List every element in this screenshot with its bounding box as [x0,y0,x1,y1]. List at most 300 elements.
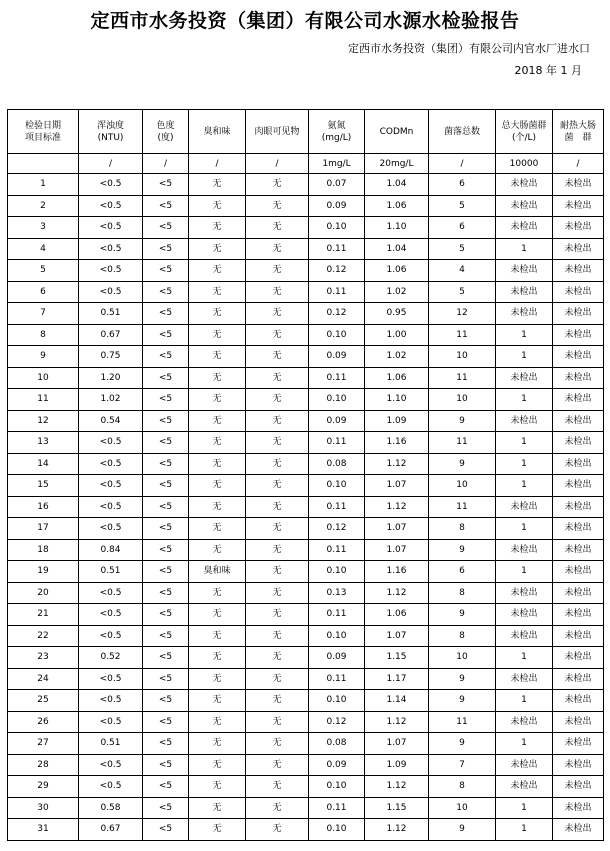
cell-visible-matter: 无 [246,754,309,776]
cell-day: 3 [8,217,79,239]
table-row [8,367,604,389]
cell-thermotolerant-coliform: 未检出 [553,324,604,346]
cell-total-coliform: 未检出 [496,260,553,282]
cell-day: 31 [8,819,79,841]
cell-codmn: 1.07 [365,733,429,755]
cell-color: <5 [143,281,189,303]
cell-codmn: 0.95 [365,303,429,325]
cell-thermotolerant-coliform: 未检出 [553,711,604,733]
cell-day: 17 [8,518,79,540]
cell-visible-matter: 无 [246,496,309,518]
cell-codmn: 1.12 [365,711,429,733]
cell-turbidity: 0.58 [79,797,143,819]
cell-colony-count: 8 [429,582,496,604]
cell-color: <5 [143,174,189,196]
cell-odor: 无 [189,604,246,626]
cell-colony-count: 8 [429,776,496,798]
cell-turbidity: <0.5 [79,625,143,647]
cell-odor: 无 [189,281,246,303]
cell-colony-count: 6 [429,561,496,583]
cell-ammonia: 0.11 [309,496,365,518]
cell-visible-matter: 无 [246,174,309,196]
cell-visible-matter: 无 [246,346,309,368]
cell-turbidity: 0.51 [79,561,143,583]
cell-thermotolerant-coliform: 未检出 [553,647,604,669]
cell-ammonia: 0.12 [309,260,365,282]
cell-odor: 无 [189,346,246,368]
cell-thermotolerant-coliform: 未检出 [553,389,604,411]
cell-thermotolerant-coliform: 未检出 [553,754,604,776]
standards-row [8,154,604,174]
cell-codmn: 1.04 [365,174,429,196]
cell-turbidity: <0.5 [79,518,143,540]
cell-color: <5 [143,776,189,798]
cell-day: 8 [8,324,79,346]
cell-odor: 无 [189,647,246,669]
cell-odor: 无 [189,625,246,647]
cell-color: <5 [143,647,189,669]
cell-colony-count: 5 [429,238,496,260]
cell-visible-matter: 无 [246,367,309,389]
cell-odor: 无 [189,475,246,497]
cell-colony-count: 9 [429,604,496,626]
cell-color: <5 [143,754,189,776]
cell-colony-count: 9 [429,819,496,841]
cell-total-coliform: 未检出 [496,174,553,196]
cell-visible-matter: 无 [246,281,309,303]
cell-day: 24 [8,668,79,690]
cell-odor: 无 [189,819,246,841]
standard-cell: / [246,154,309,174]
cell-visible-matter: 无 [246,647,309,669]
cell-thermotolerant-coliform: 未检出 [553,819,604,841]
cell-odor: 无 [189,797,246,819]
report-title: 定西市水务投资（集团）有限公司水源水检验报告 [90,10,520,32]
cell-turbidity: <0.5 [79,690,143,712]
cell-day: 4 [8,238,79,260]
standard-cell: / [553,154,604,174]
cell-visible-matter: 无 [246,475,309,497]
cell-colony-count: 11 [429,432,496,454]
cell-odor: 无 [189,389,246,411]
cell-codmn: 1.07 [365,518,429,540]
cell-odor: 无 [189,195,246,217]
cell-codmn: 1.06 [365,260,429,282]
cell-turbidity: <0.5 [79,260,143,282]
cell-ammonia: 0.11 [309,432,365,454]
cell-codmn: 1.09 [365,754,429,776]
cell-colony-count: 10 [429,389,496,411]
cell-visible-matter: 无 [246,432,309,454]
cell-turbidity: 0.51 [79,733,143,755]
cell-visible-matter: 无 [246,389,309,411]
cell-total-coliform: 1 [496,797,553,819]
cell-thermotolerant-coliform: 未检出 [553,303,604,325]
cell-codmn: 1.06 [365,604,429,626]
cell-codmn: 1.02 [365,346,429,368]
cell-thermotolerant-coliform: 未检出 [553,518,604,540]
cell-visible-matter: 无 [246,518,309,540]
table-row [8,754,604,776]
cell-color: <5 [143,797,189,819]
cell-color: <5 [143,625,189,647]
table-row [8,518,604,540]
cell-codmn: 1.09 [365,410,429,432]
table-row [8,496,604,518]
cell-colony-count: 6 [429,217,496,239]
cell-odor: 无 [189,711,246,733]
table-row [8,797,604,819]
cell-ammonia: 0.10 [309,690,365,712]
cell-day: 18 [8,539,79,561]
cell-thermotolerant-coliform: 未检出 [553,453,604,475]
standard-cell: / [143,154,189,174]
cell-thermotolerant-coliform: 未检出 [553,195,604,217]
cell-turbidity: <0.5 [79,432,143,454]
cell-color: <5 [143,217,189,239]
cell-day: 30 [8,797,79,819]
cell-odor: 无 [189,174,246,196]
report-subtitle: 定西市水务投资（集团）有限公司内官水厂进水口 [348,42,590,55]
cell-total-coliform: 未检出 [496,410,553,432]
cell-thermotolerant-coliform: 未检出 [553,776,604,798]
cell-ammonia: 0.10 [309,776,365,798]
cell-thermotolerant-coliform: 未检出 [553,561,604,583]
cell-total-coliform: 1 [496,518,553,540]
cell-turbidity: <0.5 [79,604,143,626]
cell-codmn: 1.07 [365,475,429,497]
table-row [8,690,604,712]
cell-total-coliform: 1 [496,733,553,755]
report-date: 2018 年 1 月 [514,64,582,77]
cell-color: <5 [143,453,189,475]
cell-codmn: 1.15 [365,647,429,669]
cell-colony-count: 9 [429,668,496,690]
cell-codmn: 1.06 [365,367,429,389]
cell-odor: 无 [189,776,246,798]
cell-codmn: 1.16 [365,561,429,583]
cell-colony-count: 9 [429,410,496,432]
cell-odor: 无 [189,238,246,260]
cell-color: <5 [143,711,189,733]
cell-color: <5 [143,410,189,432]
cell-colony-count: 7 [429,754,496,776]
cell-colony-count: 9 [429,453,496,475]
cell-turbidity: <0.5 [79,217,143,239]
table-row [8,733,604,755]
cell-color: <5 [143,733,189,755]
table-row [8,539,604,561]
cell-colony-count: 8 [429,518,496,540]
cell-color: <5 [143,518,189,540]
cell-ammonia: 0.13 [309,582,365,604]
cell-total-coliform: 未检出 [496,604,553,626]
cell-total-coliform: 未检出 [496,367,553,389]
cell-ammonia: 0.11 [309,604,365,626]
cell-color: <5 [143,496,189,518]
cell-turbidity: <0.5 [79,776,143,798]
cell-turbidity: <0.5 [79,475,143,497]
cell-thermotolerant-coliform: 未检出 [553,625,604,647]
cell-color: <5 [143,819,189,841]
cell-thermotolerant-coliform: 未检出 [553,217,604,239]
standard-cell: 10000 [496,154,553,174]
cell-visible-matter: 无 [246,195,309,217]
cell-ammonia: 0.11 [309,539,365,561]
cell-colony-count: 5 [429,195,496,217]
table-row [8,260,604,282]
table-row [8,174,604,196]
cell-thermotolerant-coliform: 未检出 [553,797,604,819]
cell-codmn: 1.10 [365,389,429,411]
table-row [8,346,604,368]
cell-color: <5 [143,238,189,260]
cell-odor: 无 [189,303,246,325]
cell-total-coliform: 1 [496,324,553,346]
cell-thermotolerant-coliform: 未检出 [553,582,604,604]
cell-odor: 无 [189,453,246,475]
cell-codmn: 1.12 [365,496,429,518]
cell-total-coliform: 未检出 [496,195,553,217]
cell-total-coliform: 未检出 [496,754,553,776]
cell-visible-matter: 无 [246,668,309,690]
cell-day: 28 [8,754,79,776]
cell-turbidity: 1.02 [79,389,143,411]
cell-turbidity: <0.5 [79,582,143,604]
cell-codmn: 1.06 [365,195,429,217]
cell-day: 20 [8,582,79,604]
cell-total-coliform: 未检出 [496,711,553,733]
cell-ammonia: 0.08 [309,453,365,475]
cell-colony-count: 6 [429,174,496,196]
cell-ammonia: 0.12 [309,518,365,540]
standard-cell: / [79,154,143,174]
cell-colony-count: 8 [429,625,496,647]
cell-codmn: 1.17 [365,668,429,690]
cell-color: <5 [143,668,189,690]
cell-colony-count: 10 [429,475,496,497]
cell-codmn: 1.07 [365,539,429,561]
cell-turbidity: 0.54 [79,410,143,432]
cell-color: <5 [143,303,189,325]
cell-colony-count: 11 [429,367,496,389]
cell-thermotolerant-coliform: 未检出 [553,432,604,454]
table-row [8,238,604,260]
cell-thermotolerant-coliform: 未检出 [553,260,604,282]
cell-codmn: 1.02 [365,281,429,303]
cell-ammonia: 0.09 [309,410,365,432]
cell-odor: 无 [189,367,246,389]
table-row [8,389,604,411]
table-row [8,668,604,690]
cell-ammonia: 0.09 [309,195,365,217]
table-body [8,174,604,841]
table-row [8,303,604,325]
cell-ammonia: 0.12 [309,303,365,325]
cell-thermotolerant-coliform: 未检出 [553,238,604,260]
cell-visible-matter: 无 [246,819,309,841]
cell-odor: 无 [189,668,246,690]
cell-thermotolerant-coliform: 未检出 [553,281,604,303]
cell-color: <5 [143,475,189,497]
cell-visible-matter: 无 [246,303,309,325]
cell-turbidity: 1.20 [79,367,143,389]
standard-cell: / [189,154,246,174]
cell-odor: 无 [189,260,246,282]
cell-ammonia: 0.10 [309,389,365,411]
cell-day: 22 [8,625,79,647]
table-row [8,711,604,733]
header-thermotolerant-coliform: 耐热大肠 菌 群 [553,110,604,154]
header-date-standard: 检验日期 项目标准 [8,110,79,154]
header-row [8,110,604,154]
cell-total-coliform: 1 [496,819,553,841]
cell-visible-matter: 无 [246,690,309,712]
cell-odor: 无 [189,217,246,239]
header-colony-count: 菌落总数 [429,110,496,154]
cell-turbidity: <0.5 [79,496,143,518]
cell-visible-matter: 无 [246,238,309,260]
cell-day: 5 [8,260,79,282]
cell-color: <5 [143,346,189,368]
cell-total-coliform: 未检出 [496,539,553,561]
cell-day: 21 [8,604,79,626]
cell-ammonia: 0.10 [309,819,365,841]
table-row [8,324,604,346]
cell-visible-matter: 无 [246,625,309,647]
cell-total-coliform: 1 [496,389,553,411]
cell-color: <5 [143,260,189,282]
cell-colony-count: 10 [429,797,496,819]
cell-ammonia: 0.10 [309,217,365,239]
cell-color: <5 [143,582,189,604]
cell-visible-matter: 无 [246,217,309,239]
cell-thermotolerant-coliform: 未检出 [553,174,604,196]
table-row [8,561,604,583]
cell-odor: 无 [189,518,246,540]
header-total-coliform: 总大肠菌群 (个/L) [496,110,553,154]
cell-total-coliform: 未检出 [496,582,553,604]
cell-day: 9 [8,346,79,368]
cell-odor: 无 [189,754,246,776]
cell-colony-count: 11 [429,711,496,733]
cell-ammonia: 0.07 [309,174,365,196]
cell-day: 6 [8,281,79,303]
table-row [8,475,604,497]
cell-visible-matter: 无 [246,797,309,819]
cell-total-coliform: 未检出 [496,281,553,303]
cell-ammonia: 0.11 [309,238,365,260]
cell-odor: 无 [189,582,246,604]
cell-thermotolerant-coliform: 未检出 [553,346,604,368]
cell-day: 27 [8,733,79,755]
cell-color: <5 [143,604,189,626]
header-ammonia: 氨氮 (mg/L) [309,110,365,154]
cell-day: 15 [8,475,79,497]
cell-colony-count: 9 [429,539,496,561]
cell-thermotolerant-coliform: 未检出 [553,539,604,561]
cell-ammonia: 0.09 [309,754,365,776]
cell-turbidity: 0.75 [79,346,143,368]
cell-total-coliform: 未检出 [496,625,553,647]
cell-colony-count: 9 [429,733,496,755]
cell-codmn: 1.12 [365,453,429,475]
cell-odor: 无 [189,496,246,518]
cell-odor: 无 [189,410,246,432]
cell-visible-matter: 无 [246,561,309,583]
cell-turbidity: <0.5 [79,174,143,196]
cell-turbidity: <0.5 [79,711,143,733]
cell-day: 26 [8,711,79,733]
table-row [8,195,604,217]
cell-visible-matter: 无 [246,260,309,282]
cell-codmn: 1.12 [365,582,429,604]
cell-day: 19 [8,561,79,583]
cell-codmn: 1.12 [365,819,429,841]
cell-visible-matter: 无 [246,711,309,733]
cell-codmn: 1.14 [365,690,429,712]
cell-total-coliform: 1 [496,453,553,475]
cell-visible-matter: 无 [246,776,309,798]
cell-thermotolerant-coliform: 未检出 [553,475,604,497]
cell-ammonia: 0.11 [309,367,365,389]
cell-odor: 臭和味 [189,561,246,583]
cell-ammonia: 0.11 [309,797,365,819]
table-row [8,217,604,239]
cell-total-coliform: 未检出 [496,303,553,325]
cell-codmn: 1.15 [365,797,429,819]
table-row [8,647,604,669]
cell-thermotolerant-coliform: 未检出 [553,604,604,626]
cell-color: <5 [143,690,189,712]
cell-day: 10 [8,367,79,389]
cell-visible-matter: 无 [246,604,309,626]
table-row [8,281,604,303]
cell-codmn: 1.00 [365,324,429,346]
cell-total-coliform: 未检出 [496,217,553,239]
cell-colony-count: 10 [429,346,496,368]
cell-visible-matter: 无 [246,324,309,346]
cell-thermotolerant-coliform: 未检出 [553,410,604,432]
cell-day: 7 [8,303,79,325]
cell-odor: 无 [189,324,246,346]
cell-odor: 无 [189,733,246,755]
header-visible-matter: 肉眼可见物 [246,110,309,154]
cell-turbidity: <0.5 [79,195,143,217]
cell-color: <5 [143,367,189,389]
cell-turbidity: <0.5 [79,281,143,303]
standard-cell: 20mg/L [365,154,429,174]
cell-total-coliform: 未检出 [496,776,553,798]
cell-day: 25 [8,690,79,712]
cell-total-coliform: 1 [496,432,553,454]
cell-color: <5 [143,561,189,583]
cell-ammonia: 0.11 [309,668,365,690]
cell-ammonia: 0.09 [309,647,365,669]
table-row [8,410,604,432]
cell-color: <5 [143,195,189,217]
table-row [8,453,604,475]
cell-turbidity: 0.67 [79,324,143,346]
cell-ammonia: 0.10 [309,475,365,497]
table-row [8,625,604,647]
cell-turbidity: 0.67 [79,819,143,841]
cell-turbidity: 0.52 [79,647,143,669]
cell-color: <5 [143,324,189,346]
cell-color: <5 [143,432,189,454]
cell-turbidity: 0.84 [79,539,143,561]
cell-odor: 无 [189,539,246,561]
